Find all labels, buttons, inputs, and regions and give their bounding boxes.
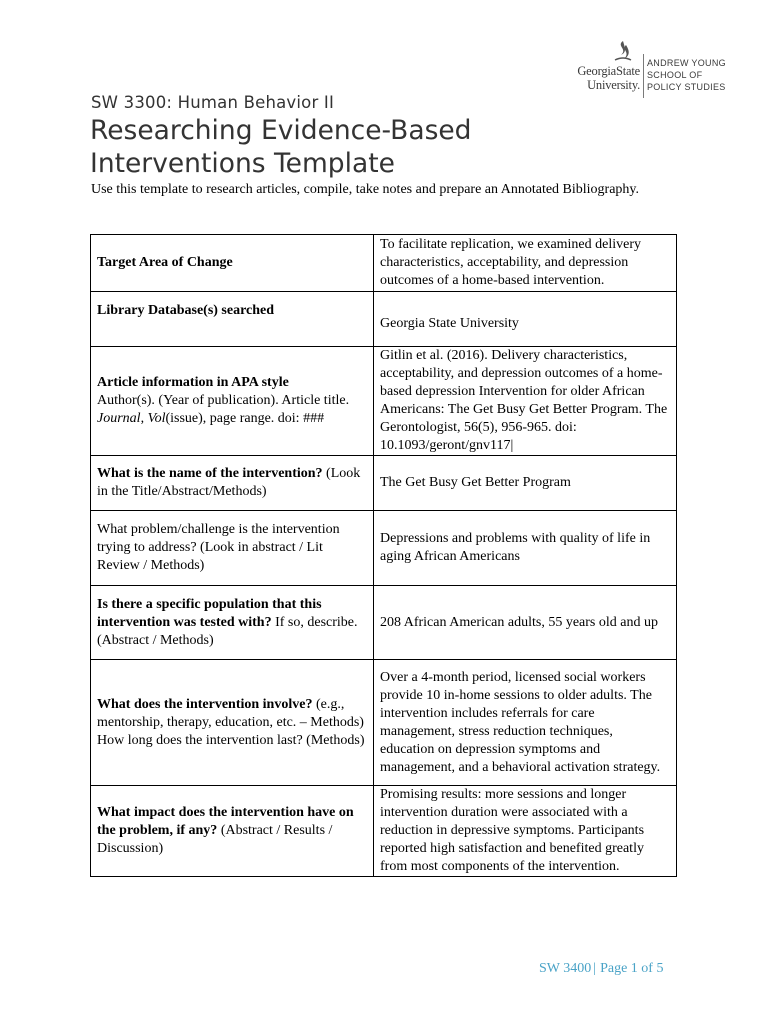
table-row — [91, 235, 677, 292]
question-text-end: (issue), page range. doi: ### — [165, 411, 325, 426]
table-row — [91, 347, 677, 456]
logo-school-line2: SCHOOL OF — [647, 70, 703, 80]
question-vol: Vol — [147, 411, 166, 426]
answer-cell: Depressions and problems with quality of life in aging African Americans — [374, 511, 677, 586]
page-title — [90, 114, 710, 180]
logo-school-line1: ANDREW YOUNG — [647, 58, 726, 68]
question-text: (e.g., mentorship, therapy, education, etc. – Methods) How long does the intervention last? (Methods) — [97, 696, 365, 748]
question-cell — [91, 660, 374, 786]
answer-cell: Georgia State University — [374, 292, 677, 347]
question-bold: Is there a specific population that this intervention was tested with? — [97, 596, 322, 630]
logo-school-name — [647, 57, 726, 93]
answer-cell: The Get Busy Get Better Program — [374, 456, 677, 511]
question-cell — [91, 586, 374, 660]
page-number: Page 1 of 5 — [600, 961, 664, 976]
title-line1: Researching Evidence-Based — [90, 115, 472, 146]
question-cell — [91, 786, 374, 877]
question-cell — [91, 347, 374, 456]
question-bold: Target Area of Change — [97, 255, 233, 270]
table-row — [91, 456, 677, 511]
flame-icon — [612, 40, 634, 64]
logo-wordmark — [568, 64, 640, 92]
title-line2: Interventions Template — [90, 148, 395, 179]
question-cell — [91, 456, 374, 511]
question-bold: What impact does the intervention have on the problem, if any? — [97, 805, 354, 838]
table-row — [91, 292, 677, 347]
question-bold: What does the intervention involve? — [97, 696, 313, 712]
logo-divider — [643, 54, 644, 98]
question-text: If so, describe. (Abstract / Methods) — [97, 614, 358, 648]
question-text: (Abstract / Results / Discussion) — [97, 823, 333, 856]
logo-school-line3: POLICY STUDIES — [647, 82, 726, 92]
answer-cell: Over a 4-month period, licensed social workers provide 10 in-home sessions to older adults. The intervention includes referrals for care management, stress reduction techniques, education on depression symptoms and management, and a behavioral activation strategy. — [374, 660, 677, 786]
answer-cell: Gitlin et al. (2016). Delivery characteristics, acceptability, and depression outcomes of a home-based depression Intervention for older African Americans: The Get Busy Get Better Program. The Gerontologist, 56(5), 956-965. doi: 10.1093/geront/gnv117| — [374, 347, 677, 456]
page-footer — [539, 961, 663, 977]
template-table — [90, 234, 677, 877]
gsu-logo — [566, 40, 736, 100]
intro-text: Use this template to research articles, compile, take notes and prepare an Annotated Bibliography. — [91, 182, 640, 197]
footer-separator: | — [593, 961, 597, 976]
question-cell — [91, 235, 374, 292]
table-row — [91, 660, 677, 786]
answer-cell: Promising results: more sessions and longer intervention duration were associated with a reduction in depressive symptoms. Participants reported high satisfaction and benefited greatly from most components of the intervention. — [374, 786, 677, 877]
table-row — [91, 511, 677, 586]
question-cell — [91, 292, 374, 347]
question-bold: Library Database(s) searched — [97, 303, 275, 318]
table-row — [91, 786, 677, 877]
answer-cell: 208 African American adults, 55 years old and up — [374, 586, 677, 660]
question-comma: , — [140, 411, 148, 426]
question-text: Author(s). (Year of publication). Article title. — [97, 393, 350, 408]
question-cell: What problem/challenge is the intervention trying to address? (Look in abstract / Lit Review / Methods) — [91, 511, 374, 586]
footer-course: SW 3400 — [539, 961, 592, 976]
answer-cell: To facilitate replication, we examined delivery characteristics, acceptability, and depression outcomes of a home-based intervention. — [374, 235, 677, 292]
course-subtitle: SW 3300: Human Behavior II — [91, 93, 335, 112]
table-row — [91, 586, 677, 660]
logo-line1: GeorgiaState — [577, 64, 640, 78]
logo-line2: University. — [587, 78, 640, 92]
question-bold: Article information in APA style — [97, 375, 289, 390]
question-bold: What is the name of the intervention? — [97, 466, 323, 481]
question-text: (Look in the Title/Abstract/Methods) — [97, 466, 361, 499]
question-journal: Journal — [97, 411, 141, 426]
